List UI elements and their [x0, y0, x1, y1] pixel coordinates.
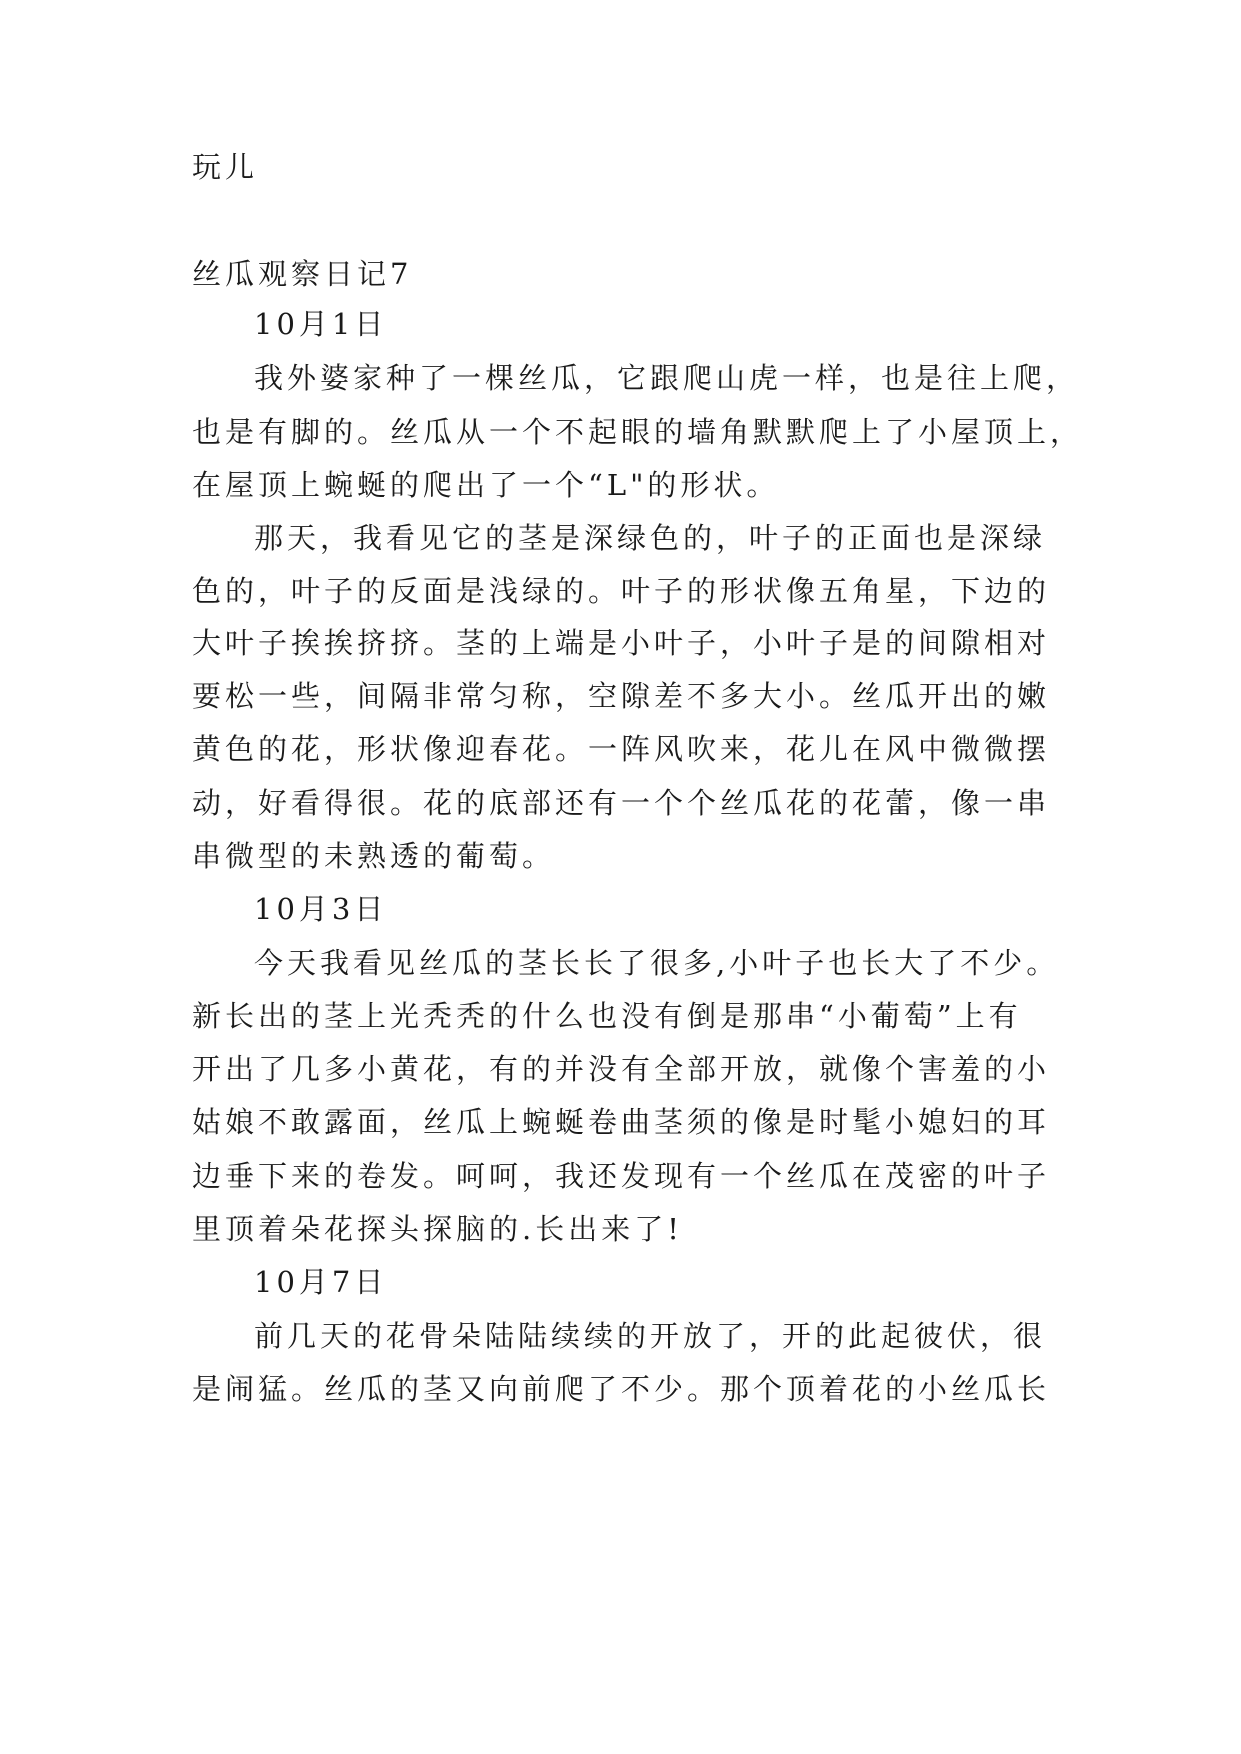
entry-date: 10月3日 [254, 892, 388, 926]
paragraph-line: 我外婆家种了一棵丝瓜，它跟爬山虎一样，也是往上爬， [254, 361, 1080, 395]
leading-text: 玩儿 [192, 150, 259, 184]
paragraph-line: 新长出的茎上光秃秃的什么也没有倒是那串“小葡萄”上有 [192, 999, 1022, 1033]
paragraph-line: 串微型的未熟透的葡萄。 [192, 839, 556, 873]
paragraph-line: 黄色的花，形状像迎春花。一阵风吹来，花儿在风中微微摆 [192, 732, 1051, 766]
paragraph-line: 那天，我看见它的茎是深绿色的，叶子的正面也是深绿 [254, 521, 1047, 555]
paragraph-line: 里顶着朵花探头探脑的.长出来了! [192, 1212, 683, 1246]
paragraph-line: 前几天的花骨朵陆陆续续的开放了，开的此起彼伏，很 [254, 1319, 1047, 1353]
entry-date: 10月1日 [254, 307, 388, 341]
paragraph-line: 边垂下来的卷发。呵呵，我还发现有一个丝瓜在茂密的叶子 [192, 1159, 1051, 1193]
paragraph-line: 是闹猛。丝瓜的茎又向前爬了不少。那个顶着花的小丝瓜长 [192, 1372, 1051, 1406]
paragraph-line: 要松一些，间隔非常匀称，空隙差不多大小。丝瓜开出的嫩 [192, 679, 1051, 713]
paragraph-line: 姑娘不敢露面，丝瓜上蜿蜒卷曲茎须的像是时髦小媳妇的耳 [192, 1105, 1051, 1139]
paragraph-line: 也是有脚的。丝瓜从一个不起眼的墙角默默爬上了小屋顶上， [192, 415, 1084, 449]
paragraph-line: 动，好看得很。花的底部还有一个个丝瓜花的花蕾，像一串 [192, 786, 1051, 820]
paragraph-line: 开出了几多小黄花，有的并没有全部开放，就像个害羞的小 [192, 1052, 1051, 1086]
paragraph-line: 大叶子挨挨挤挤。茎的上端是小叶子，小叶子是的间隙相对 [192, 626, 1051, 660]
entry-date: 10月7日 [254, 1265, 388, 1299]
paragraph-line: 今天我看见丝瓜的茎长长了很多,小叶子也长大了不少。 [254, 946, 1060, 980]
paragraph-line: 在屋顶上蜿蜒的爬出了一个“L"的形状。 [192, 468, 780, 502]
document-title: 丝瓜观察日记7 [192, 257, 413, 291]
paragraph-line: 色的，叶子的反面是浅绿的。叶子的形状像五角星，下边的 [192, 574, 1051, 608]
